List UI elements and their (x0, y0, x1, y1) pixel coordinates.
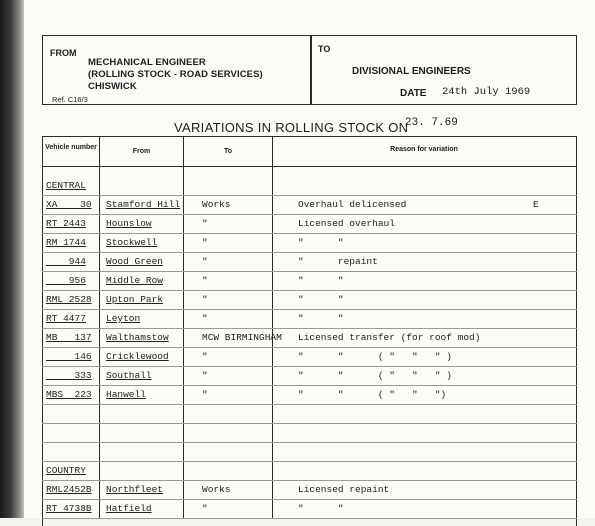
row-vehicle: 146 (46, 351, 92, 362)
row-to: MCW BIRMINGHAM (202, 332, 282, 343)
row-from: Leyton (106, 313, 141, 324)
row-vehicle: MB 137 (46, 332, 92, 343)
row-vehicle: RT 2443 (46, 218, 86, 229)
from-line-1: MECHANICAL ENGINEER (88, 57, 206, 68)
row-rule (42, 366, 577, 367)
row-rule (42, 518, 577, 519)
row-vehicle: CENTRAL (46, 180, 86, 191)
header-divider (310, 35, 312, 105)
row-rule (42, 233, 577, 234)
row-reason: " " (298, 275, 344, 286)
row-rule (42, 480, 577, 481)
row-to: " (202, 256, 208, 267)
col-head-reason: Reason for variation (390, 146, 458, 153)
row-reason: " " ( " " " ) (298, 370, 452, 381)
row-to: " (202, 351, 208, 362)
row-from: Stockwell (106, 237, 158, 248)
row-from: Upton Park (106, 294, 164, 305)
row-rule (42, 271, 577, 272)
row-to: " (202, 313, 208, 324)
row-reason: " " (298, 313, 344, 324)
row-vehicle: 944 (46, 256, 86, 267)
row-vehicle: RT 4738B (46, 503, 92, 514)
row-from: Hounslow (106, 218, 152, 229)
row-vehicle: RML2452B (46, 484, 92, 495)
row-vehicle: 333 (46, 370, 92, 381)
row-to: " (202, 503, 208, 514)
row-to: " (202, 237, 208, 248)
row-rule (42, 442, 577, 443)
row-rule (42, 214, 577, 215)
row-reason: Licensed overhaul (298, 218, 395, 229)
row-to: Works (202, 199, 231, 210)
row-rule (42, 461, 577, 462)
from-line-3: CHISWICK (88, 81, 137, 92)
row-reason: " " (298, 237, 344, 248)
row-from: Middle Row (106, 275, 164, 286)
col-head-vehicle: Vehicle number (45, 144, 97, 151)
from-line-2: (ROLLING STOCK - ROAD SERVICES) (88, 69, 263, 80)
row-from: Hanwell (106, 389, 146, 400)
row-rule (42, 347, 577, 348)
row-mark: E (533, 199, 539, 210)
col-head-to: To (223, 148, 233, 155)
row-rule (42, 423, 577, 424)
row-reason: " " (298, 503, 344, 514)
row-rule (42, 309, 577, 310)
col-head-from: From (132, 148, 151, 155)
row-vehicle: RM 1744 (46, 237, 86, 248)
row-rule (42, 195, 577, 196)
row-from: Wood Green (106, 256, 164, 267)
row-rule (42, 499, 577, 500)
date-label: DATE (400, 88, 427, 99)
row-reason: " " ( " " ") (298, 389, 447, 400)
row-reason: " " ( " " " ) (298, 351, 452, 362)
row-reason: " " (298, 294, 344, 305)
row-to: " (202, 294, 208, 305)
row-to: " (202, 389, 208, 400)
row-to: " (202, 370, 208, 381)
row-reason: " repaint (298, 256, 378, 267)
row-rule (42, 252, 577, 253)
date-value: 24th July 1969 (442, 86, 531, 98)
title-date: 23. 7.69 (405, 117, 458, 129)
row-from: Southall (106, 370, 152, 381)
row-from: Cricklewood (106, 351, 169, 362)
row-vehicle: 956 (46, 275, 86, 286)
row-reason: Overhaul delicensed (298, 199, 407, 210)
row-rule (42, 290, 577, 291)
to-label: TO (318, 44, 331, 54)
row-from: Stamford Hill (106, 199, 181, 210)
row-rule (42, 404, 577, 405)
row-to: " (202, 218, 208, 229)
row-rule (42, 328, 577, 329)
row-from: Hatfield (106, 503, 152, 514)
header-rule (42, 166, 577, 167)
row-vehicle: RT 4477 (46, 313, 86, 324)
row-from: Northfleet (106, 484, 164, 495)
to-destination: DIVISIONAL ENGINEERS (352, 66, 471, 77)
scan-edge-shadow (0, 0, 26, 518)
row-vehicle: RML 2528 (46, 294, 92, 305)
document-title: VARIATIONS IN ROLLING STOCK ON (174, 120, 409, 135)
row-reason: Licensed repaint (298, 484, 390, 495)
row-to: " (202, 275, 208, 286)
row-reason: Licensed transfer (for roof mod) (298, 332, 481, 343)
row-from: Walthamstow (106, 332, 169, 343)
row-vehicle: MBS 223 (46, 389, 92, 400)
from-label: FROM (50, 48, 77, 58)
row-vehicle: COUNTRY (46, 465, 86, 476)
reference-number: Ref. C16/3 (52, 95, 88, 104)
row-rule (42, 385, 577, 386)
row-vehicle: XA 30 (46, 199, 92, 210)
row-to: Works (202, 484, 231, 495)
